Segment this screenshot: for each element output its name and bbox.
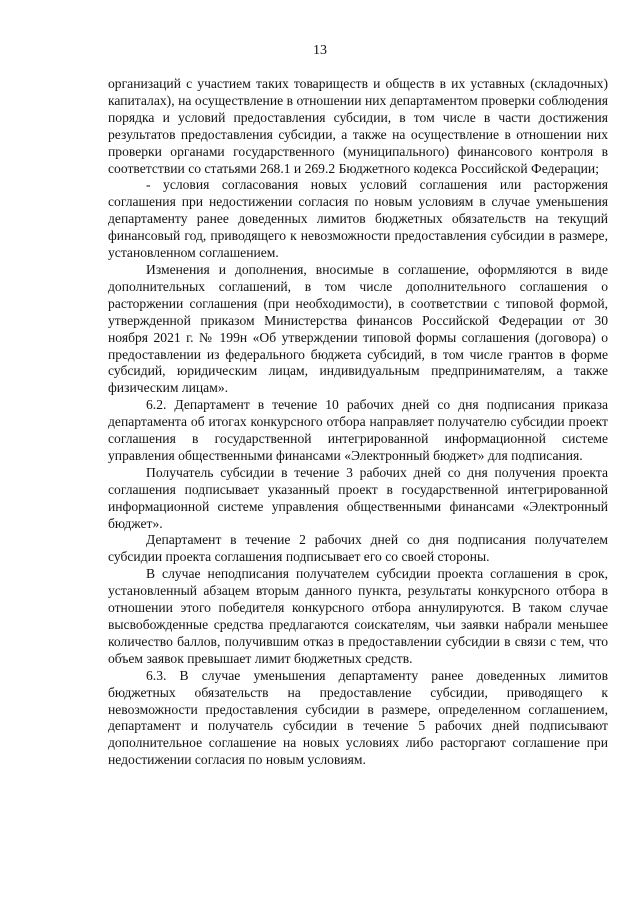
paragraph-6-3: 6.3. В случае уменьшения департаменту ранее доведенных лимитов бюджетных обязательств на предоставление субсидии, приводящего к невозможности предоставления субсидии в размере, определенном соглашением, департамент и получатель субсидии в течение 5 рабочих дней подписывают дополнительное соглашение на новых условиях либо расторгают соглашение при недостижении согласия по новым условиям. [108,667,608,768]
paragraph-amendments: Изменения и дополнения, вносимые в соглашение, оформляются в виде дополнительных соглашений, в том числе дополнительного соглашения о расторжении соглашения (при необходимости), в соответствии с типовой формой, утвержденной приказом Министерства финансов Российской Федерации от 30 ноября 2021 г. № 199н «Об утверждении типовой формы соглашения (договора) о предоставлении из федерального бюджета субсидий, в том числе грантов в форме субсидий, юридическим лицам, индивидуальным предпринимателям, а также физическим лицам». [108,261,608,396]
paragraph-department-signing: Департамент в течение 2 рабочих дней со дня подписания получателем субсидии проекта соглашения подписывает его со своей стороны. [108,532,608,565]
paragraph-6-2: 6.2. Департамент в течение 10 рабочих дней со дня подписания приказа департамента об итогах конкурсного отбора направляет получателю субсидии проект соглашения в государственной интегрированной информационной системе управления общественными финансами «Электронный бюджет» для подписания. [108,397,608,463]
paragraph-recipient-signing: Получатель субсидии в течение 3 рабочих дней со дня получения проекта соглашения подписывает указанный проект в государственной интегрированной информационной системе управления общественными финансами «Электронный бюджет». [108,464,608,531]
document-body [108,76,608,769]
page-number: 13 [313,43,327,58]
paragraph-continuation: организаций с участием таких товариществ и обществ в их уставных (складочных) капиталах), на осуществление в отношении них департаментом проверки соблюдения порядка и условий предоставления субсидии, в том числе в части достижения результатов предоставления субсидии, а также на осуществление в отношении них проверки органами государственного (муниципального) финансового контроля в соответствии со статьями 268.1 и 269.2 Бюджетного кодекса Российской Федерации; [108,76,608,176]
paragraph-non-signing: В случае неподписания получателем субсидии проекта соглашения в срок, установленный абзацем вторым данного пункта, результаты конкурсного отбора в отношении этого победителя конкурсного отбора аннулируются. В таком случае высвобожденные средства предлагаются соискателям, чьи заявки набрали меньшее количество баллов, получившим отказ в предоставлении субсидии в связи с тем, что объем заявок превышает лимит бюджетных средств. [108,566,608,666]
paragraph-agreement-conditions: - условия согласования новых условий соглашения или расторжения соглашения при недостижении согласия по новым условиям в случае уменьшения департаменту ранее доведенных лимитов бюджетных обязательств на текущий финансовый год, приводящего к невозможности предоставления субсидии в размере, установленном соглашением. [108,177,608,261]
